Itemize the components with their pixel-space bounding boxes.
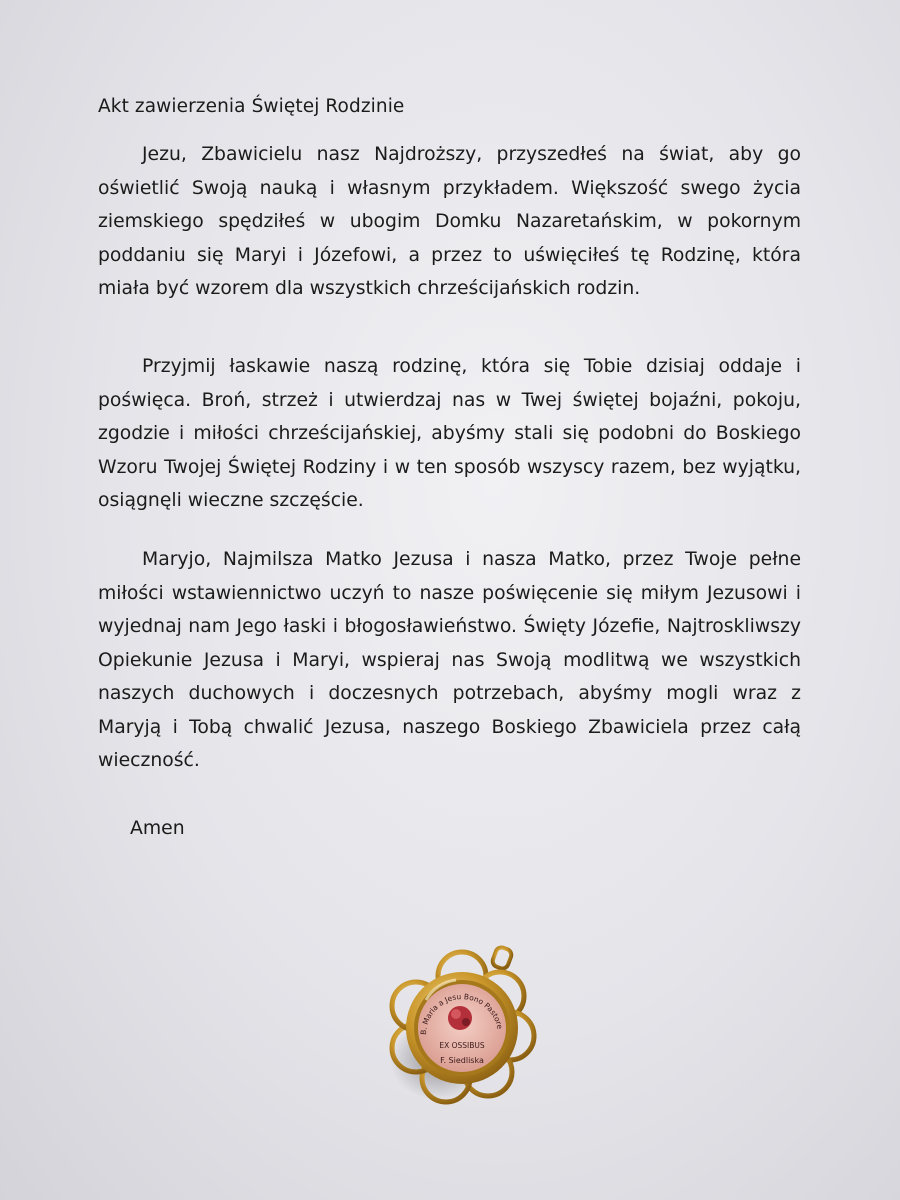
document-title: Akt zawierzenia Świętej Rodzinie xyxy=(98,96,405,117)
medal-label-center: EX OSSIBUS xyxy=(439,1041,485,1050)
relic-medal-image xyxy=(376,940,546,1110)
paragraph-1: Jezu, Zbawicielu nasz Najdroższy, przyszedłeś na świat, aby go oświetlić Swoją nauką i własnym przykładem. Większość swego życia ziemskiego spędziłeś w ubogim Domku Nazaretańskim, w pokornym poddaniu się Maryi i Józefowi, a przez to uświęciłeś tę Rodzinę, która miała być wzorem dla wszystkich chrześcijańskich rodzin. xyxy=(98,144,801,299)
paragraph-3: Maryjo, Najmilsza Matko Jezusa i nasza Matko, przez Twoje pełne miłości wstawiennictwo uczyń to nasze poświęcenie się miłym Jezusowi i wyjednaj nam Jego łaski i błogosławieństwo. Święty Józefie, Najtroskliwszy Opiekunie Jezusa i Maryi, wspieraj nas Swoją modlitwą we wszystkich naszych duchowych i doczesnych potrzebach, abyśmy mogli wraz z Maryją i Tobą chwalić Jezusa, naszego Boskiego Zbawiciela przez całą wieczność. xyxy=(98,549,801,771)
relic-medal xyxy=(376,940,546,1110)
medal-label-bottom: F. Siedliska xyxy=(440,1056,484,1065)
medal-label-top: B. Maria a Jesu Bono Pastore xyxy=(418,991,505,1036)
closing-amen: Amen xyxy=(130,818,185,839)
paragraph-2: Przyjmij łaskawie naszą rodzinę, która się Tobie dzisiaj oddaje i poświęca. Broń, strzeż i utwierdzaj nas w Twej świętej bojaźni, pokoju, zgodzie i miłości chrześcijańskiej, abyśmy stali się podobni do Boskiego Wzoru Twojej Świętej Rodziny i w ten sposób wszyscy razem, bez wyjątku, osiągnęli wieczne szczęście. xyxy=(98,356,801,511)
